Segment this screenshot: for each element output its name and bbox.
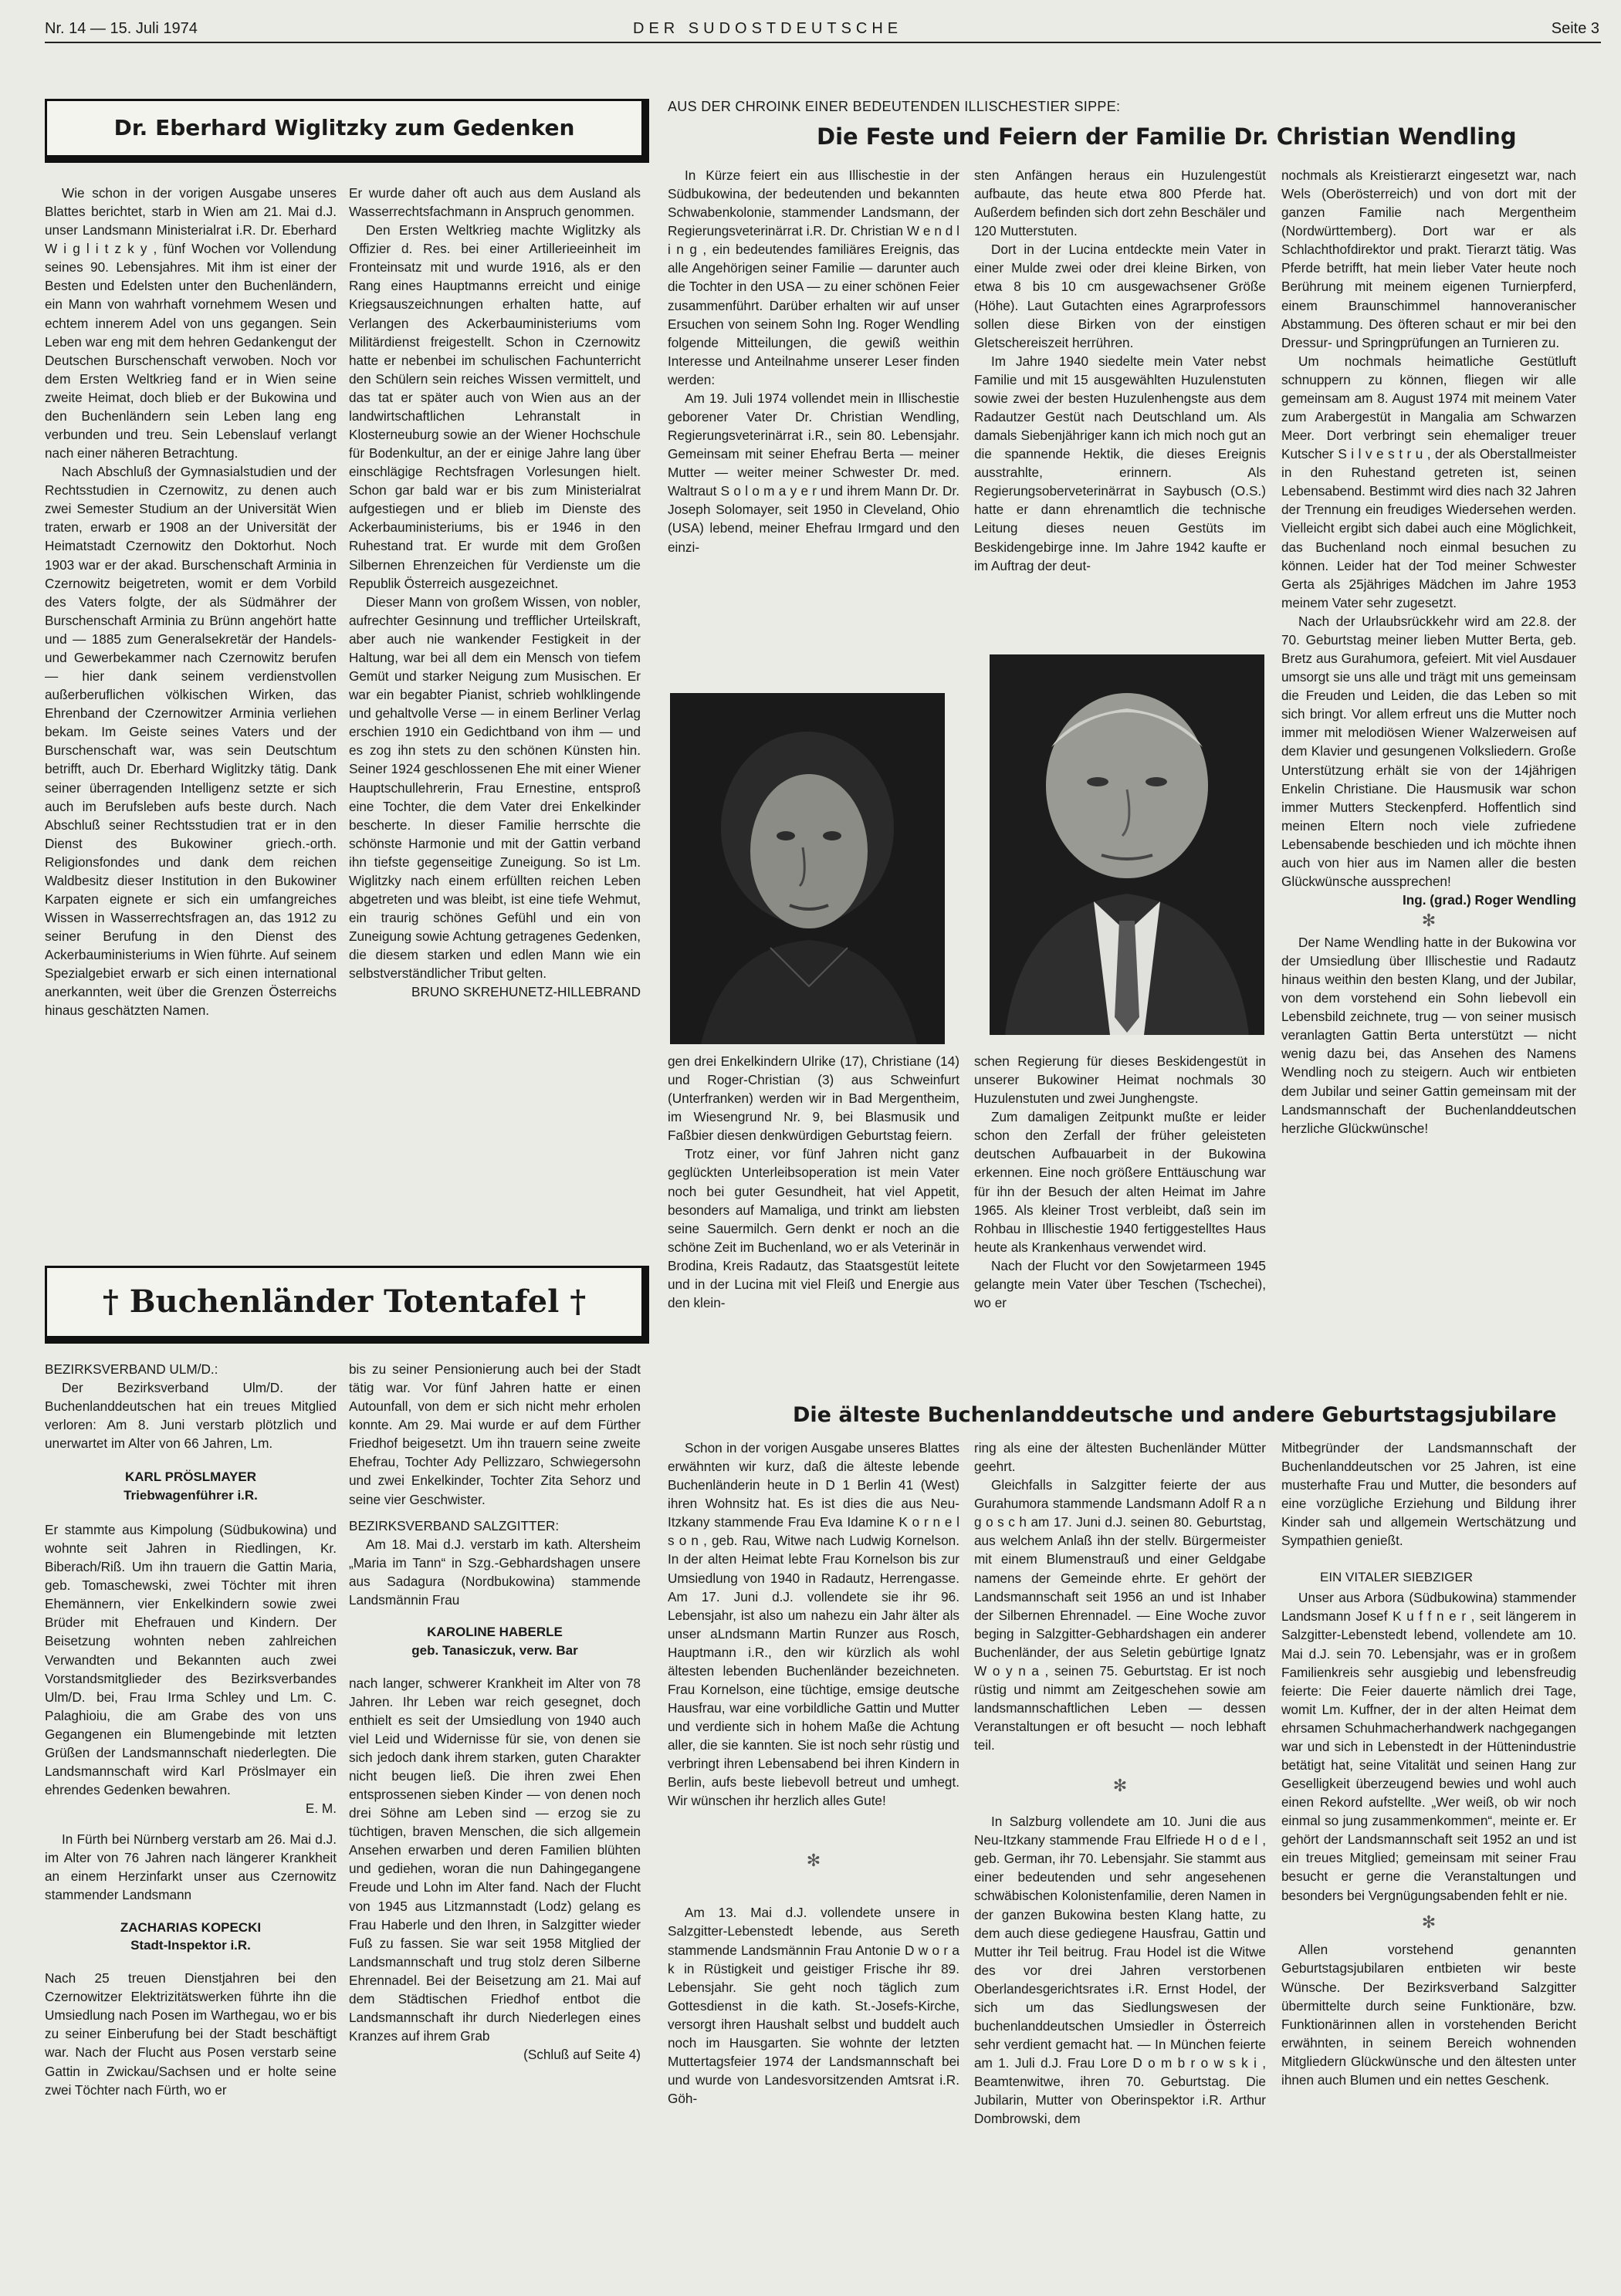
wendling-column-2	[974, 166, 1266, 575]
paragraph: Zum damaligen Zeitpunkt mußte er leider schon den Zerfall der früher geleisteten deutschen Aufbauarbeit in der Bukowina erkennen. Eine noch größere Enttäuschung war für ihn der Besuch der alten Heimat im Jahre 1965. Als kleiner Trost verbleibt, daß sein im Rohbau in Illischestie 1940 fertiggestelltes Haus heute als Krankenhaus verwendet wird.	[974, 1109, 1266, 1255]
wiglitzky-column-2	[349, 184, 641, 1001]
separator-star-icon: ✻	[1421, 1912, 1437, 1932]
jubilare-headline: Die älteste Buchenlanddeutsche und andere Geburtstagsjubilare	[793, 1403, 1557, 1427]
deceased-title: geb. Tanasiczuk, verw. Bar	[411, 1642, 578, 1658]
newspaper-title: DER SUDOSTDEUTSCHE	[633, 20, 903, 37]
totentafel-column-1	[45, 1360, 337, 2099]
wendling-column-3	[1281, 166, 1576, 1138]
separator-star-icon: ✻	[1112, 1776, 1128, 1796]
subheading: EIN VITALER SIEBZIGER	[1320, 1570, 1474, 1585]
portrait-photo-woman	[670, 693, 945, 1044]
section-label: BEZIRKSVERBAND SALZGITTER:	[349, 1517, 560, 1533]
paragraph: Am 19. Juli 1974 vollendet mein in Illischestie geborener Vater Dr. Christian Wendling, Regierungsveterinärrat i.R., sein 80. Lebensjahr. Gemeinsam mit seiner Ehefrau Berta — meiner Mutter — weiter meiner Schwester Dr. med. Waltraut S o l o m a y e r und ihrem Mann Dr. Dr. Joseph Solomayer, seit 1950 in Cleveland, Ohio (USA) lebend, meiner Ehefrau Irmgard und den einzi-	[668, 390, 959, 555]
paragraph: bis zu seiner Pensionierung auch bei der Stadt tätig war. Vor fünf Jahren hatte er einen Autounfall, von dem er sich nicht mehr erholen konnte. Am 29. Mai wurde er auf dem Fürther Friedhof beigesetzt. Um ihn trauern seine zweite Ehefrau, Tochter Ady Pellizzaro, Schwiegersohn und zwei Enkelkinder, Tochter Zita Sehorz und seine vier Geschwister.	[349, 1361, 641, 1507]
paragraph: Um nochmals heimatliche Gestütluft schnuppern zu können, fliegen wir alle gemeinsam am 8. August 1974 mit meinem Vater zum Arabergestüt in Mangalia am Schwarzen Meer. Dort verbringt sein ehemaliger treuer Kutscher S i l v e s t r u , der als Oberstallmeister in den Ruhestand getreten ist, seinen Lebensabend. Bestimmt wird dies nach 32 Jahren der Trennung ein freudiges Wiedersehen werden. Vielleicht ergibt sich dabei auch eine Möglichkeit, das Buchenland noch einmal besuchen zu können. Leider hat der Tod meiner Schwester Gerta als 25jähriges Mädchen im Jahre 1953 meinem Vater sehr zugesetzt.	[1281, 353, 1576, 610]
jubilare-column-1	[668, 1439, 959, 2108]
jubilare-column-3	[1281, 1439, 1576, 2089]
wendling-column-1-continued	[668, 1052, 959, 1312]
wendling-kicker: AUS DER CHROINK EINER BEDEUTENDEN ILLISCHESTIER SIPPE:	[668, 99, 1121, 114]
paragraph: Nach der Flucht vor den Sowjetarmeen 1945 gelangte mein Vater über Teschen (Tschechei), wo er	[974, 1257, 1266, 1311]
deceased-title: Triebwagenführer i.R.	[124, 1488, 258, 1503]
paragraph: schen Regierung für dieses Beskidengestüt in unserer Bukowiner Heimat nochmals 30 Huzulenstuten und zwei Junghengste.	[974, 1053, 1266, 1107]
wendling-headline: Die Feste und Feiern der Familie Dr. Christian Wendling	[817, 123, 1517, 150]
deceased-name: KAROLINE HABERLE	[427, 1625, 563, 1640]
paragraph: Nach Abschluß der Gymnasialstudien und der Rechtsstudien in Czernowitz, zu denen auch zwei Semester Studium an der Universität Wien traten, erwarb er 1908 an der Universität der Heimatstadt Czernowitz den Doktorhut. Noch 1903 war er der akad. Burschenschaft Arminia in Czernowitz beigetreten, womit er dem Vorbild des Vaters folgte, der als Südmährer der Burschenschaft Arminia zu Brünn angehört hatte und — 1885 zum Generalsekretär der Handels- und Gewerbekammer nach Czernowitz berufen — hier dank seinem verdienstvollen außerberuflichen völkischen Wirken, das Ehrenband der Czernowitzer Arminia verliehen bekam. Im Geiste seines Vaters und der Burschenschaft war, was sein Deutschtum betrifft, auch Dr. Eberhard Wiglitzky tätig. Dank seiner überragenden Intelligenz setzte er sich auch im Berufsleben aufs beste durch. Nach Abschluß seiner Rechtsstudien trat er in den Dienst des Bukowiner griech.-orth. Religionsfondes und dank dem reichen Waldbesitz dieser Institution in den Bukowiner Karpaten eignete er sich ein umfangreiches Wissen in Wasserrechtsfragen an, das 1912 zu seiner Berufung in den Dienst des Ackerbauministeriums in Wien führte. Auf seinem Spezialgebiet erwarb er sich einen international anerkannten, weit über die Grenzen Österreichs hinaus geschätzten Namen.	[45, 464, 337, 1019]
paragraph: nochmals als Kreistierarzt eingesetzt war, nach Wels (Oberösterreich) und von dort mit der ganzen Familie nach Mergentheim (Nordwürttemberg). Dort war er als Schlachthofdirektor und prakt. Tierarzt tätig. Was Pferde betrifft, hat mein lieber Vater heute noch Berührung mit meinem eigenen Turnierpferd, einem Braunschimmel hannoveranischer Abstammung. Des öfteren schaut er mir bei den Dressur- und Springprüfungen an Turnieren zu.	[1281, 167, 1576, 350]
paragraph: nach langer, schwerer Krankheit im Alter von 78 Jahren. Ihr Leben war reich gesegnet, doch enthielt es seit der Umsiedlung von 1940 auch viel Leid und Widernisse für sie, von denen sie sich jedoch dank ihrem starken, guten Charakter nicht beugen ließ. Die ihren zwei Ehen entsprossenen sieben Kinder — von denen noch drei Söhne am Leben sind — erzog sie zu tüchtigen, braven Menschen, die sich allgemein Ansehen erwarben und deren Familien blühten und gediehen, woran die nun Dahingegangene Freude und Lohn im Alter fand. Nach der Flucht von 1945 aus Litzmannstadt (Lodz) gelang es Frau Haberle und den Ihren, in Salzgitter wieder Fuß zu fassen. Sie war seit 1958 Mitglied der Landsmannschaft und trug stolz deren Silberne Ehrennadel. Bei der Beisetzung am 21. Mai auf dem Städtischen Friedhof entbot die Landsmannschaft ihr durch Niederlegen eines Kranzes auf ihrem Grab	[349, 1675, 641, 2044]
issue-number: Nr. 14 — 15. Juli 1974	[45, 20, 198, 37]
paragraph: Unser aus Arbora (Südbukowina) stammender Landsmann Josef K u f f n e r , seit längerem in Salzgitter-Lebenstedt lebend, vollendete am 10. Mai d.J. sein 70. Lebensjahr, was er in großem Familienkreis sehr ausgiebig und lebensfreudig feierte: Die Feier dauerte nämlich drei Tage, womit Lm. Kuffner, der in der alten Heimat dem ehrsamen Schuhmacherhandwerk nachgegangen war und sich in Lebenstedt in der Hüttenindustrie betätigt hat, seine Vitalität und seinen Hang zur Geselligkeit überzeugend bewies und wohl auch einen Rekord aufstellte. „Wer weiß, ob wir noch einmal so jung zusammenkommen“, meinte er. Er gehört der Landsmannschaft seit 1952 an und ist ein treues Mitglied; gemeinsam mit seiner Frau besucht er gerne die Veranstaltungen und besonders bei Vergnügungsabenden fehlt er nie.	[1281, 1590, 1576, 1903]
wendling-column-1	[668, 166, 959, 556]
paragraph: Dort in der Lucina entdeckte mein Vater in einer Mulde zwei oder drei kleine Birken, von etwa 8 bis 10 cm ausgewachsener Größe (Höhe). Laut Gutachten eines Agrarprofessors sollen diese Birken von der einstigen Gletschereiszeit herrühren.	[974, 242, 1266, 350]
paragraph: Nach 25 treuen Dienstjahren bei den Czernowitzer Elektrizitätswerken führte ihn die Umsiedlung nach Posen im Warthegau, wo er bis zu seiner Einberufung bei der Stadt beschäftigt war. Nach der Flucht aus Posen verstarb seine Gattin in Zwickau/Sachsen und er holte seine zwei Töchter nach Fürth, wo er	[45, 1970, 337, 2098]
paragraph: Mitbegründer der Landsmannschaft der Buchenlanddeutschen vor 25 Jahren, ist eine musterhafte Frau und Mutter, die besonders auf eine vorzügliche Erziehung und Bildung ihrer Kinder sah und allgemein Wertschätzung und Sympathien genießt.	[1281, 1440, 1576, 1549]
paragraph: gen drei Enkelkindern Ulrike (17), Christiane (14) und Roger-Christian (3) aus Schweinfurt (Unterfranken) werden wir in Bad Mergentheim, im Wiesengrund Nr. 9, bei Blasmusik und Faßbier diesen denkwürdigen Geburtstag feiern.	[668, 1053, 959, 1144]
deceased-title: Stadt-Inspektor i.R.	[130, 1938, 251, 1953]
author-signature: BRUNO SKREHUNETZ-HILLEBRAND	[411, 984, 641, 1000]
paragraph: ring als eine der ältesten Buchenländer Mütter geehrt.	[974, 1440, 1266, 1475]
section-label: BEZIRKSVERBAND ULM/D.:	[45, 1361, 218, 1377]
deceased-name: KARL PRÖSLMAYER	[124, 1469, 257, 1485]
continuation-note: (Schluß auf Seite 4)	[523, 2047, 641, 2063]
totentafel-column-2	[349, 1360, 641, 2064]
paragraph: Wie schon in der vorigen Ausgabe unseres Blattes berichtet, starb in Wien am 21. Mai d.J. unser Landsmann Ministerialrat i.R. Dr. Eberhard W i g l i t z k y , fünf Wochen vor Vollendung seines 90. Lebensjahres. Mit ihm ist einer der Besten und Edelsten unter den Buchenländern, ein Mann von wahrhaft vornehmem Wesen und echtem innerem Adel von uns gegangen. Sein Leben war eng mit dem hehren Gedankengut der Deutschen Burschenschaft verwoben. Noch vor dem Ersten Weltkrieg fand er in Wien seine zweite Heimat, doch blieb er der Bukowina und den Buchenländern sein Leben lang eng verbunden und treu. Sein Lebenslauf verlangt nach einer näheren Betrachtung.	[45, 185, 337, 462]
deceased-name: ZACHARIAS KOPECKI	[120, 1919, 262, 1935]
separator-star-icon: ✻	[1421, 911, 1437, 931]
portrait-photo-man	[990, 654, 1264, 1035]
paragraph: sten Anfängen heraus ein Huzulengestüt aufbaute, das heute etwa 800 Pferde hat. Außerdem befinden sich dort zehn Beschäler und 120 Mutterstuten.	[974, 167, 1266, 239]
paragraph: In Fürth bei Nürnberg verstarb am 26. Mai d.J. im Alter von 76 Jahren nach längerer Krankheit an einem Herzinfarkt unser aus Czernowitz stammender Landsmann	[45, 1831, 337, 1903]
paragraph: Der Bezirksverband Ulm/D. der Buchenlanddeutschen hat ein treues Mitglied verloren: Am 8. Juni verstarb plötzlich und unerwartet im Alter von 66 Jahren, Lm.	[45, 1380, 337, 1452]
paragraph: Nach der Urlaubsrückkehr wird am 22.8. der 70. Geburtstag meiner lieben Mutter Berta, geb. Bretz aus Gurahumora, gefeiert. Mit viel Ausdauer umsorgt sie uns alle und trägt mit uns gemeinsam die Freuden und Leiden, die das Leben so mit sich bringt. Vor allem erfreut uns die Mutter noch immer mit melodiösen Wiener Walzerweisen auf dem Klavier und gesungenen Volksliedern. Große Unterstützung erhält sie von der 14jährigen Enkelin Christiane. Die Hausmusik war schon immer Mutters Steckenpferd. Hoffentlich sind meinen Eltern noch viele zufriedene Lebensabende beschieden und ich möchte ihnen auch von hier aus im Namen aller die besten Glückwünsche aussprechen!	[1281, 613, 1576, 889]
portrait-man-image	[990, 654, 1264, 1035]
paragraph: Dieser Mann von großem Wissen, von nobler, aufrechter Gesinnung und trefflicher Urteilskraft, aber auch nie wankender Festigkeit in der Haltung, war bei all dem ein Mensch von tiefem Gemüt und starker Neigung zum Musischen. Er war ein begabter Pianist, schrieb wohlklingende und gehaltvolle Verse — in einem Berliner Verlag erschien 1910 ein Gedichtband von ihm — und es zog ihn stets zu den schönen Künsten hin. Seiner 1924 geschlossenen Ehe mit einer Wiener Hauptschullehrerin, Frau Ernestine, entsproß eine Tochter, die dem Vater drei Enkelkinder bescherte. In dieser Familie herrschte die schönste Harmonie und mit der Gattin verband ihn tiefste gegenseitige Zuneigung. So ist Lm. Wiglitzky nach einem erfüllten reichen Leben abgetreten und was bleibt, ist eine tiefe Wehmut, ein traurig schönes Gefühl und ein von Zuneigung sowie Achtung getragenes Gedenken, die diesem starken und edlen Mann wie ein selbstverständlicher Tribut gelten.	[349, 593, 641, 982]
wiglitzky-headline-box	[45, 99, 649, 163]
paragraph: In Kürze feiert ein aus Illischestie in der Südbukowina, der bedeutenden und bekannten Schwabenkolonie, stammender Landsmann, der Regierungsveterinärrat i.R. Dr. Christian W e n d l i n g , ein bedeutendes familiäres Ereignis, das alle Angehörigen seiner Familie — darunter auch die Tochter in den USA — zu einer schönen Feier zusammenführt. Darüber erhalten wir auf unser Ersuchen von seinem Sohn Ing. Roger Wendling folgende Mitteilungen, die gewiß weithin Interesse und Anteilnahme unserer Leser finden werden:	[668, 167, 959, 387]
paragraph: Im Jahre 1940 siedelte mein Vater nebst Familie und mit 15 ausgewählten Huzulenstuten sowie zwei der besten Huzulenhengste aus dem Radautzer Gestüt nach Deutschland um. Als damals Siebenjähriger kann ich mich noch gut an die spannende Hektik, die dieses Ereignis ausstrahlte, erinnern. Als Regierungsoberveterinärrat in Saybusch (O.S.) hatte er dann ehrenamtlich die technische Leitung dieses neuen Gestüts im Beskidengebirge inne. Im Jahre 1942 kaufte er im Auftrag der deut-	[974, 353, 1266, 573]
paragraph: In Salzburg vollendete am 10. Juni die aus Neu-Itzkany stammende Frau Elfriede H o d e l , geb. German, ihr 70. Lebensjahr. Sie stammt aus einer bedeutenden und sehr angesehenen schwäbischen Kolonistenfamilie, deren Namen in der ganzen Bukowina besten Klang hatte, zu dem auch diese gediegene Hausfrau, Gattin und Mutter ihr Teil beitrug. Frau Hodel ist die Witwe des vor drei Jahren verstorbenen Oberlandesgerichtsrates i.R. Ernst Hodel, der sich um das Siedlungswesen der buchenlanddeutschen Umsiedler in Österreich sehr verdient gemacht hat. — In München feierte am 1. Juli d.J. Frau Lore D o m b r o w s k i , Beamtenwitwe, ihren 70. Geburtstag. Die Jubilarin, Mutter von Oberinspektor i.R. Arthur Dombrowski, dem	[974, 1814, 1266, 2127]
paragraph: Er wurde daher oft auch aus dem Ausland als Wasserrechtsfachmann in Anspruch genommen.	[349, 185, 641, 220]
jubilare-column-2	[974, 1439, 1266, 2128]
paragraph: Am 18. Mai d.J. verstarb im kath. Altersheim „Maria im Tann“ in Szg.-Gebhardshagen unsere aus Sadagura (Nordbukowina) stammende Landsmännin Frau	[349, 1536, 641, 1608]
paragraph: Schon in der vorigen Ausgabe unseres Blattes erwähnten wir kurz, daß die älteste lebende Buchenländerin heute in D 1 Berlin 41 (West) ihren Wohnsitz hat. Es ist dies die aus Neu-Itzkany stammende Frau Eva Idamine K o r n e l s o n , geb. Rau, Witwe nach Ludwig Kornelson. In der alten Heimat lebte Frau Kornelson bis zur Umsiedlung von 1940 in Radautz, Herrengasse. Am 17. Juni d.J. vollendete sie ihr 96. Lebensjahr, ist also um nahezu ein Jahr älter als unser aLndsmann Martin Runzer aus Rosch, Hauptmann i.R., den wir kürzlich als wohl ältesten lebenden Buchenländer bezeichneten. Frau Kornelson, eine tüchtige, emsige deutsche Hausfrau, war eine vorbildliche Gattin und Mutter und verdiente sich in hohem Maße die Achtung aller, die sie kannten. Sie ist noch sehr rüstig und verbringt ihren Lebensabend bei ihren Kindern in Berlin, aufs beste liebevoll betreut und umhegt. Wir wünschen ihr herzlich alles Gute!	[668, 1440, 959, 1809]
paragraph: Gleichfalls in Salzgitter feierte der aus Gurahumora stammende Landsmann Adolf R a n g o s c h am 17. Juni d.J. seinen 80. Geburtstag, aus welchem Anlaß ihn der stellv. Bürgermeister mit einem Blumenstrauß und einer Geldgabe namens der Gemeinde ehrte. Er gehört der Landsmannschaft seit 1956 an und ist Inhaber der Silbernen Ehrennadel. — Eine Woche zuvor beging in Salzgitter-Gebhardshagen ein anderer Buchenländer, der aus Seletin gebürtige Ignatz W o y n a , seinen 75. Geburtstag. Er ist noch rüstig und nimmt am Zeitgeschehen sowie am landsmannschaftlichen Leben — dessen Veranstaltungen er oft besucht — noch lebhaft teil.	[974, 1477, 1266, 1753]
totentafel-headline-box	[45, 1266, 649, 1344]
paragraph: Er stammte aus Kimpolung (Südbukowina) und wohnte seit Jahren in Riedlingen, Kr. Biberach/Riß. Um ihn trauern die Gattin Maria, geb. Tomaschewski, zwei Töchter mit ihren Ehemännern, vier Enkelkindern sowie zwei Brüder mit Ehefrauen und Kindern. Der Beisetzung wohnten neben zahlreichen Verwandten und Bekannten auch zwei Vorstandsmitglieder des Bezirksverbandes Ulm/D. bei, Frau Irma Schley und Lm. C. Palaghioiu, die am Grabe des von uns Gegangenen ein Blumengebinde mit letzten Grüßen der Landsmannschaft niederlegten. Die Landsmannschaft wird Karl Pröslmayer ein ehrendes Gedenken bewahren.	[45, 1521, 337, 1798]
paragraph: Allen vorstehend genannten Geburtstagsjubilaren entbieten wir beste Wünsche. Der Bezirksverband Salzgitter übermittelte durch seine Funktionäre, bzw. Funktionärinnen allen in vorstehenden Bericht erwähnten, in seinem Bereich wohnenden Mitgliedern Glückwünsche und den ältesten unter ihnen auch Blumen und ein nettes Geschenk.	[1281, 1942, 1576, 2088]
paragraph: Der Name Wendling hatte in der Bukowina vor der Umsiedlung über Illischestie und Radautz hinaus weithin den besten Klang, und der Jubilar, von dem vorstehend ein Sohn liebevoll ein Lebensbild zeichnete, trug — von seiner musisch veranlagten Gattin Berta unterstützt — nicht wenig dazu bei, das Ansehen des Namens Wendling noch zu steigern. Auch wir entbieten dem Jubilar und seiner Gattin gemeinsam mit der Landsmannschaft der Buchenlanddeutschen herzliche Glückwünsche!	[1281, 934, 1576, 1136]
wiglitzky-column-1	[45, 184, 337, 1020]
paragraph: Den Ersten Weltkrieg machte Wiglitzky als Offizier d. Res. bei einer Artillerieeinheit im Fronteinsatz mit und wurde 1916, als er den Rang eines Hauptmanns erreicht und einige Kriegsauszeichnungen erhalten hatte, auf Verlangen des Ackerbauministeriums vom Militärdienst freigestellt. Schon in Czernowitz hatte er nebenbei im schulischen Fachunterricht den Schülern sein reiches Wissen vermittelt, und das tat er später auch von Wien aus an der landwirtschaftlichen Lehranstalt in Klosterneuburg sowie an der Wiener Hochschule für Bodenkultur, an der er einige Jahre lang über einschlägige Rechtsfragen Vorlesungen hielt. Schon gar bald war er bis zum Ministerialrat aufgestiegen und er blieb im Dienste des Ackerbauministeriums, bis er 1946 in den Ruhestand trat. Er wurde mit dem Großen Silbernen Ehrenzeichen für Verdienste um die Republik Österreich ausgezeichnet.	[349, 222, 641, 591]
header-rule	[45, 42, 1601, 43]
totentafel-headline: † Buchenländer Totentafel †	[102, 1283, 587, 1320]
page-number: Seite 3	[1551, 20, 1599, 37]
author-signature: Ing. (grad.) Roger Wendling	[1402, 892, 1576, 908]
wiglitzky-headline: Dr. Eberhard Wiglitzky zum Gedenken	[113, 115, 575, 140]
portrait-woman-image	[670, 693, 945, 1044]
paragraph: Am 13. Mai d.J. vollendete unsere in Salzgitter-Lebenstedt lebende, aus Sereth stammende Landsmännin Frau Antonie D w o r a k in Rüstigkeit und geistiger Frische ihr 89. Lebensjahr. Sie geht noch täglich zum Gottesdienst in die kath. St.-Josefs-Kirche, versorgt ihren Haushalt selbst und buddelt auch noch im Hausgarten. Sie wohnte der letzten Muttertagsfeier 1974 der Landsmannschaft bei und wurde von Landesvorsitzenden Amtsrat i.R. Göh-	[668, 1905, 959, 2107]
paragraph: Trotz einer, vor fünf Jahren nicht ganz geglückten Unterleibsoperation ist mein Vater noch bei guter Gesundheit, hat viel Appetit, besonders auf Mamaliga, und trinkt am liebsten seine Sauermilch. Gern denkt er noch an die schöne Zeit im Buchenland, wo er als Veterinär in Brodina, Kreis Radautz, das Staatsgestüt leitete und in der Lucina mit viel Fleiß und Energie aus den klein-	[668, 1146, 959, 1311]
initials: E. M.	[305, 1801, 337, 1817]
wendling-column-2-continued	[974, 1052, 1266, 1312]
separator-star-icon: ✻	[806, 1850, 821, 1870]
